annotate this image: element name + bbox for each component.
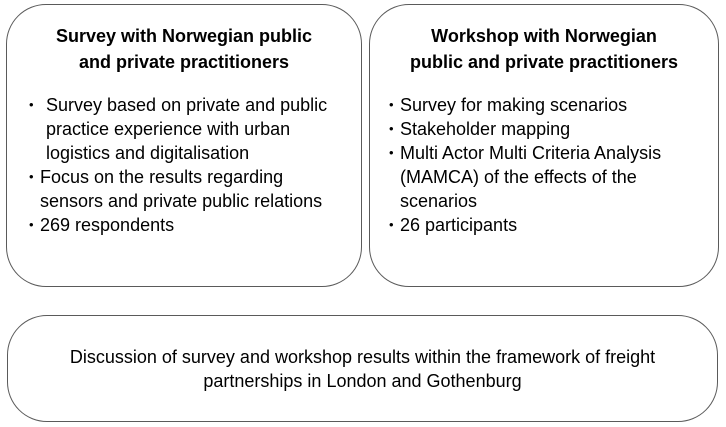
- survey-bullet-text: Survey based on private and public practice experience with urban logistics and digitalisation: [46, 95, 328, 163]
- bullet-icon: •: [29, 169, 34, 184]
- survey-bullet-item: [29, 213, 349, 237]
- workshop-title-line-1: Workshop with Norwegian: [431, 26, 657, 46]
- survey-title-line-2: and private practitioners: [78, 52, 290, 72]
- workshop-box: [369, 4, 719, 287]
- survey-bullet-item: [29, 93, 349, 165]
- bullet-icon: •: [29, 97, 34, 112]
- workshop-bullet-item: [389, 93, 714, 117]
- bullet-icon: •: [389, 97, 394, 112]
- workshop-bullet-text: Multi Actor Multi Criteria Analysis (MAMCA) of the effects of the scenarios: [400, 143, 662, 211]
- survey-bullet-list: [29, 93, 349, 237]
- discussion-box: [7, 315, 718, 422]
- survey-box: [6, 4, 362, 287]
- workshop-bullet-text: Survey for making scenarios: [400, 95, 628, 115]
- workshop-title-line-2: public and private practitioners: [409, 52, 679, 72]
- workshop-bullet-item: [389, 117, 714, 141]
- survey-title-line-1: Survey with Norwegian public: [55, 26, 313, 46]
- workshop-box-title: [370, 23, 718, 75]
- workshop-bullet-text: Stakeholder mapping: [400, 119, 571, 139]
- bullet-icon: •: [389, 121, 394, 136]
- workshop-bullet-item: [389, 213, 714, 237]
- survey-bullet-text: 269 respondents: [40, 215, 175, 235]
- bullet-icon: •: [389, 217, 394, 232]
- bullet-icon: •: [29, 217, 34, 232]
- workshop-bullet-item: [389, 141, 714, 213]
- discussion-line-1: Discussion of survey and workshop results within the framework of freight: [69, 347, 656, 367]
- survey-bullet-text: Focus on the results regarding sensors and private public relations: [40, 167, 323, 211]
- discussion-text: [28, 345, 697, 393]
- survey-box-title: [7, 23, 361, 75]
- workshop-bullet-text: 26 participants: [400, 215, 518, 235]
- workshop-bullet-list: [389, 93, 714, 237]
- survey-bullet-item: [29, 165, 349, 213]
- bullet-icon: •: [389, 145, 394, 160]
- discussion-line-2: partnerships in London and Gothenburg: [203, 371, 522, 391]
